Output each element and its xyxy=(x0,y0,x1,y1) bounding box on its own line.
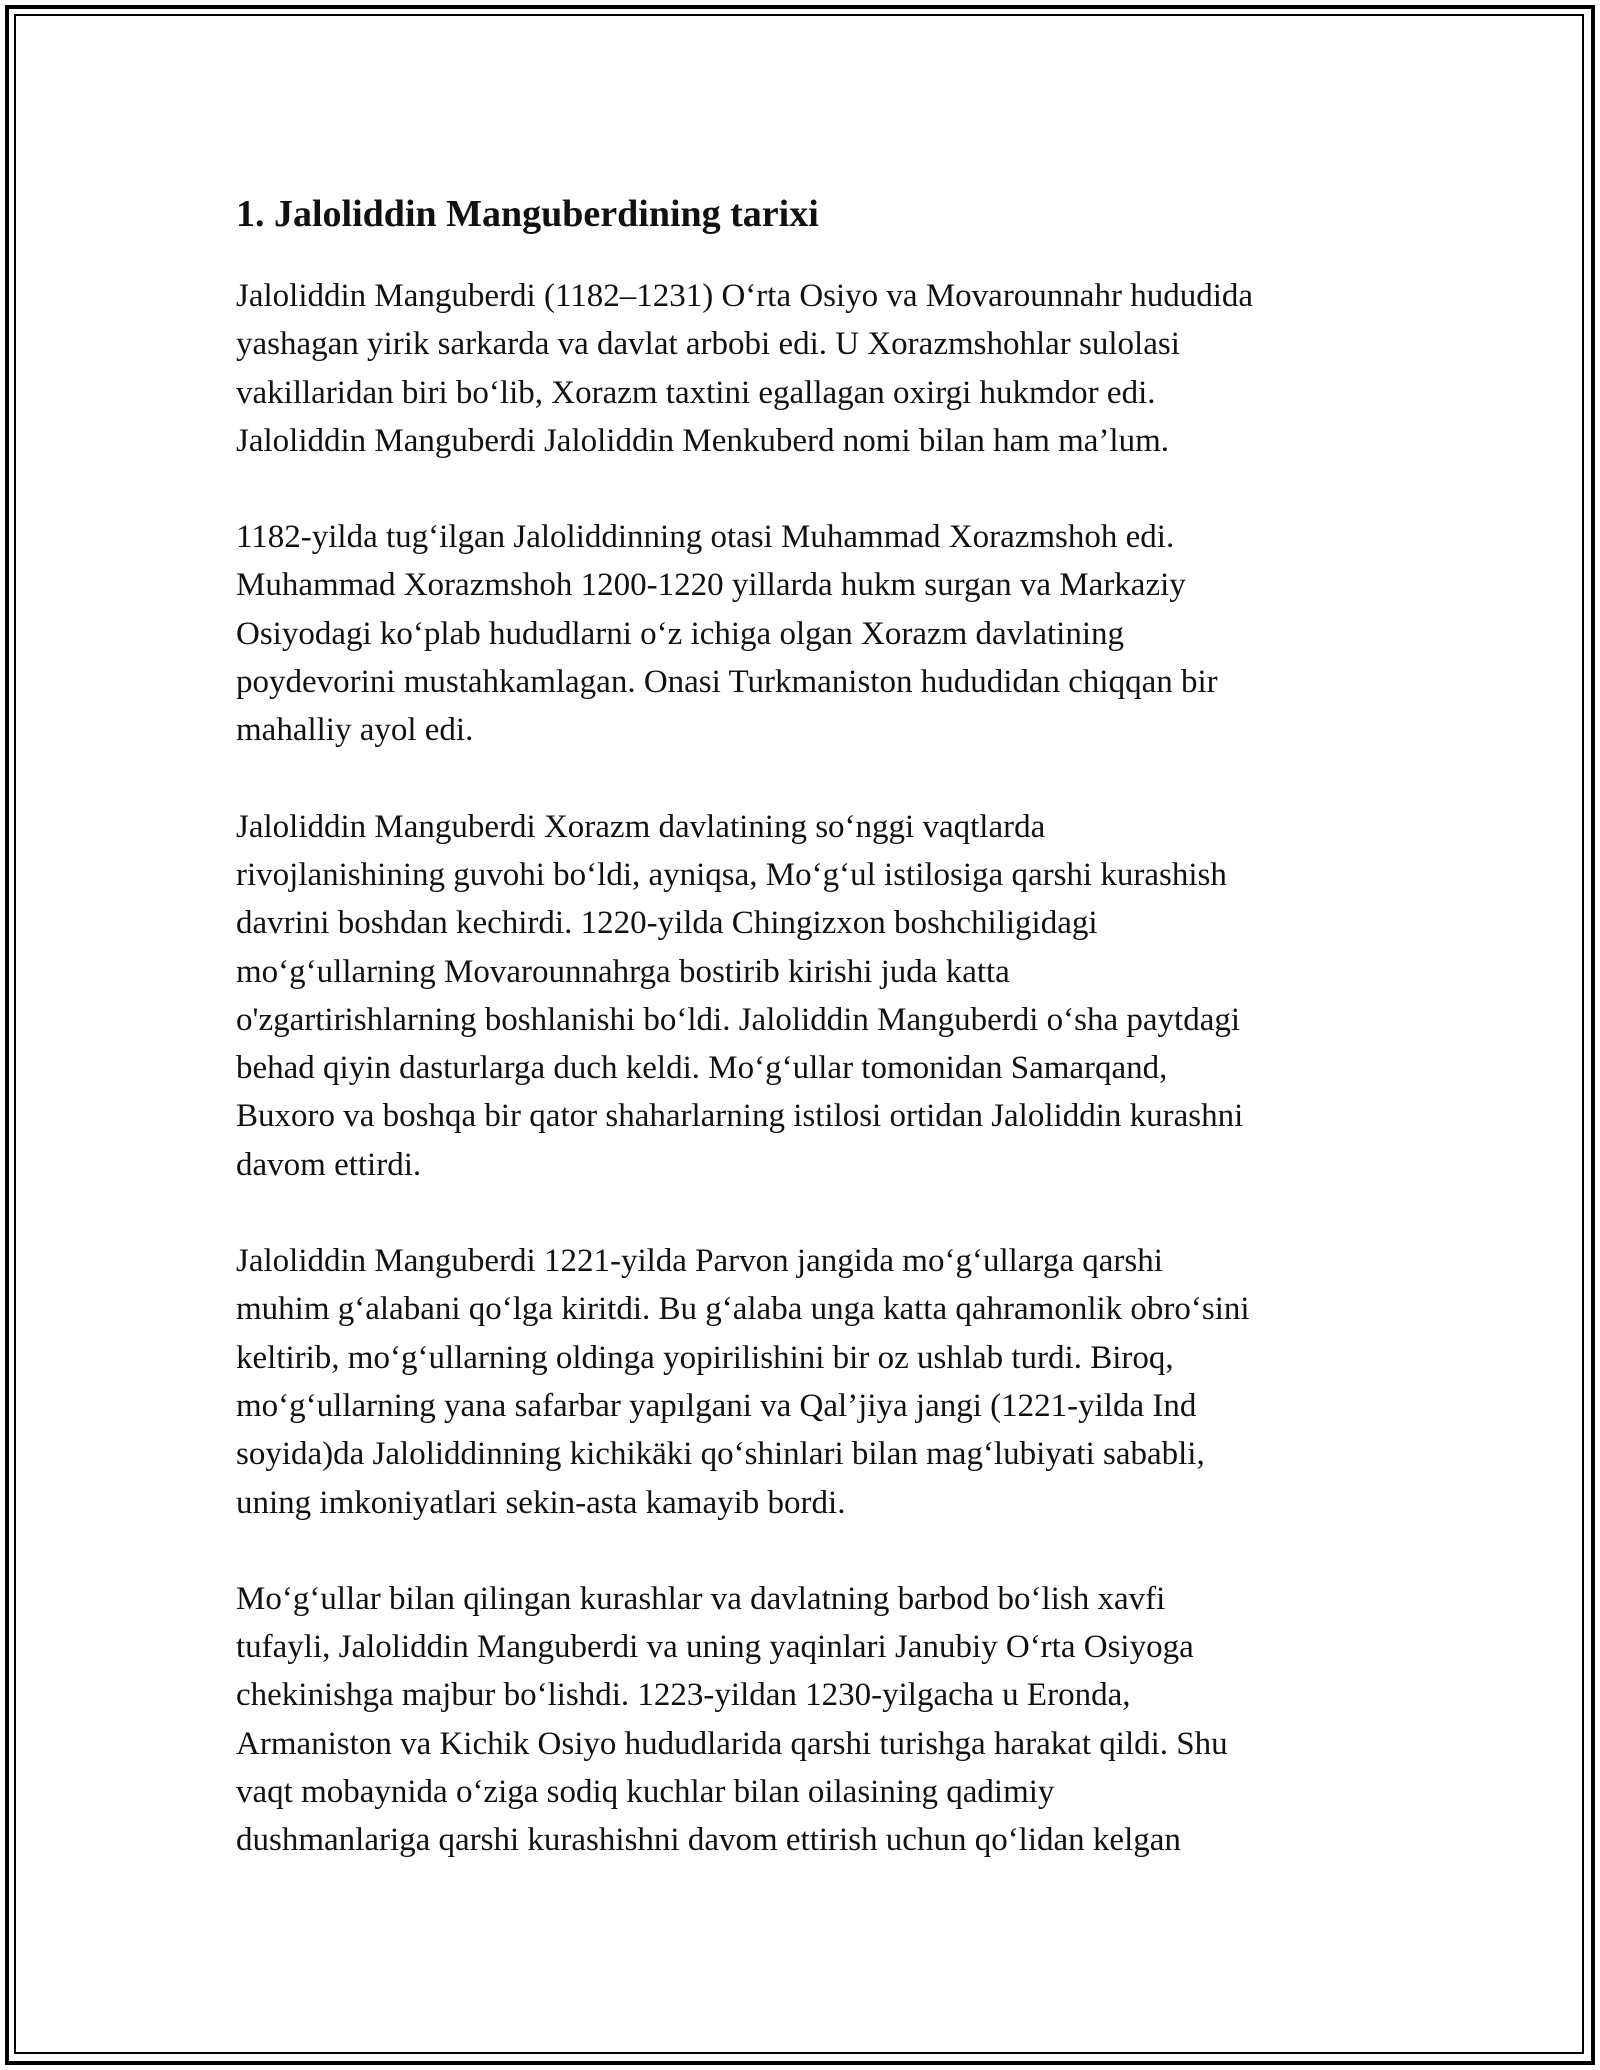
paragraph-2 xyxy=(236,513,1386,754)
text-line: mo‘g‘ullarning Movarounnahrga bostirib kirishi juda katta xyxy=(236,953,1010,990)
text-line: behad qiyin dasturlarga duch keldi. Mo‘g‘ullar tomonidan Samarqand, xyxy=(236,1050,1168,1087)
text-line: Jaloliddin Manguberdi (1182–1231) O‘rta Osiyo va Movarounnahr hududida xyxy=(236,278,1254,314)
text-line: Jaloliddin Manguberdi Xorazm davlatining so‘nggi vaqtlarda xyxy=(236,808,1046,845)
paragraph-5 xyxy=(236,1575,1386,1865)
paragraph-1 xyxy=(236,272,1386,465)
text-line: tufayli, Jaloliddin Manguberdi va uning yaqinlari Janubiy O‘rta Osiyoga xyxy=(236,1629,1194,1666)
document-body xyxy=(236,186,1386,1913)
text-line: o'zgartirishlarning boshlanishi bo‘ldi. Jaloliddin Manguberdi o‘sha paytdagi xyxy=(236,1001,1241,1038)
text-line: vaqt mobaynida o‘ziga sodiq kuchlar bilan oilasining qadimiy xyxy=(236,1774,1055,1811)
text-line: Muhammad Xorazmshoh 1200-1220 yillarda hukm surgan va Markaziy xyxy=(236,567,1186,604)
paragraph-4 xyxy=(236,1237,1386,1527)
text-line: Jaloliddin Manguberdi Jaloliddin Menkuberd nomi bilan ham ma’lum. xyxy=(236,422,1170,459)
text-line: Mo‘g‘ullar bilan qilingan kurashlar va davlatning barbod bo‘lish xavfi xyxy=(236,1580,1166,1617)
text-line: Armaniston va Kichik Osiyo hududlarida qarshi turishga harakat qildi. Shu xyxy=(236,1725,1228,1762)
text-line: keltirib, mo‘g‘ullarning oldinga yopirilishini bir oz ushlab turdi. Biroq, xyxy=(236,1339,1174,1376)
paragraph-3 xyxy=(236,803,1386,1189)
text-line: 1182-yilda tug‘ilgan Jaloliddinning otasi Muhammad Xorazmshoh edi. xyxy=(236,519,1175,556)
text-line: mo‘g‘ullarning yana safarbar yapılgani va Qal’jiya jangi (1221-yilda Ind xyxy=(236,1387,1197,1424)
text-line: yashagan yirik sarkarda va davlat arbobi edi. U Xorazmshohlar sulolasi xyxy=(236,326,1180,363)
text-line: muhim g‘alabani qo‘lga kiritdi. Bu g‘alaba unga katta qahramonlik obro‘sini xyxy=(236,1291,1250,1328)
text-line: davom ettirdi. xyxy=(236,1146,422,1183)
text-line: vakillaridan biri bo‘lib, Xorazm taxtini egallagan oxirgi hukmdor edi. xyxy=(236,374,1156,411)
text-line: mahalliy ayol edi. xyxy=(236,712,474,749)
text-line: Buxoro va boshqa bir qator shaharlarning istilosi ortidan Jaloliddin kurashni xyxy=(236,1098,1244,1135)
text-line: rivojlanishining guvohi bo‘ldi, ayniqsa, Mo‘g‘ul istilosiga qarshi kurashish xyxy=(236,856,1227,893)
text-line: chekinishga majbur bo‘lishdi. 1223-yildan 1230-yilgacha u Eronda, xyxy=(236,1677,1131,1714)
text-line: davrini boshdan kechirdi. 1220-yilda Chingizxon boshchiligidagi xyxy=(236,905,1098,942)
text-line: Osiyodagi ko‘plab hududlarni o‘z ichiga olgan Xorazm davlatining xyxy=(236,615,1125,652)
section-heading: 1. Jaloliddin Manguberdining tarixi xyxy=(236,193,819,235)
text-line: poydevorini mustahkamlagan. Onasi Turkmaniston hududidan chiqqan bir xyxy=(236,664,1218,701)
text-line: soyida)da Jaloliddinning kichikäki qo‘shinlari bilan mag‘lubiyati sababli, xyxy=(236,1436,1205,1473)
text-line: dushmanlariga qarshi kurashishni davom ettirish uchun qo‘lidan kelgan xyxy=(236,1822,1181,1859)
text-line: Jaloliddin Manguberdi 1221-yilda Parvon jangida mo‘g‘ullarga qarshi xyxy=(236,1243,1163,1280)
text-line: uning imkoniyatlari sekin-asta kamayib bordi. xyxy=(236,1484,846,1521)
